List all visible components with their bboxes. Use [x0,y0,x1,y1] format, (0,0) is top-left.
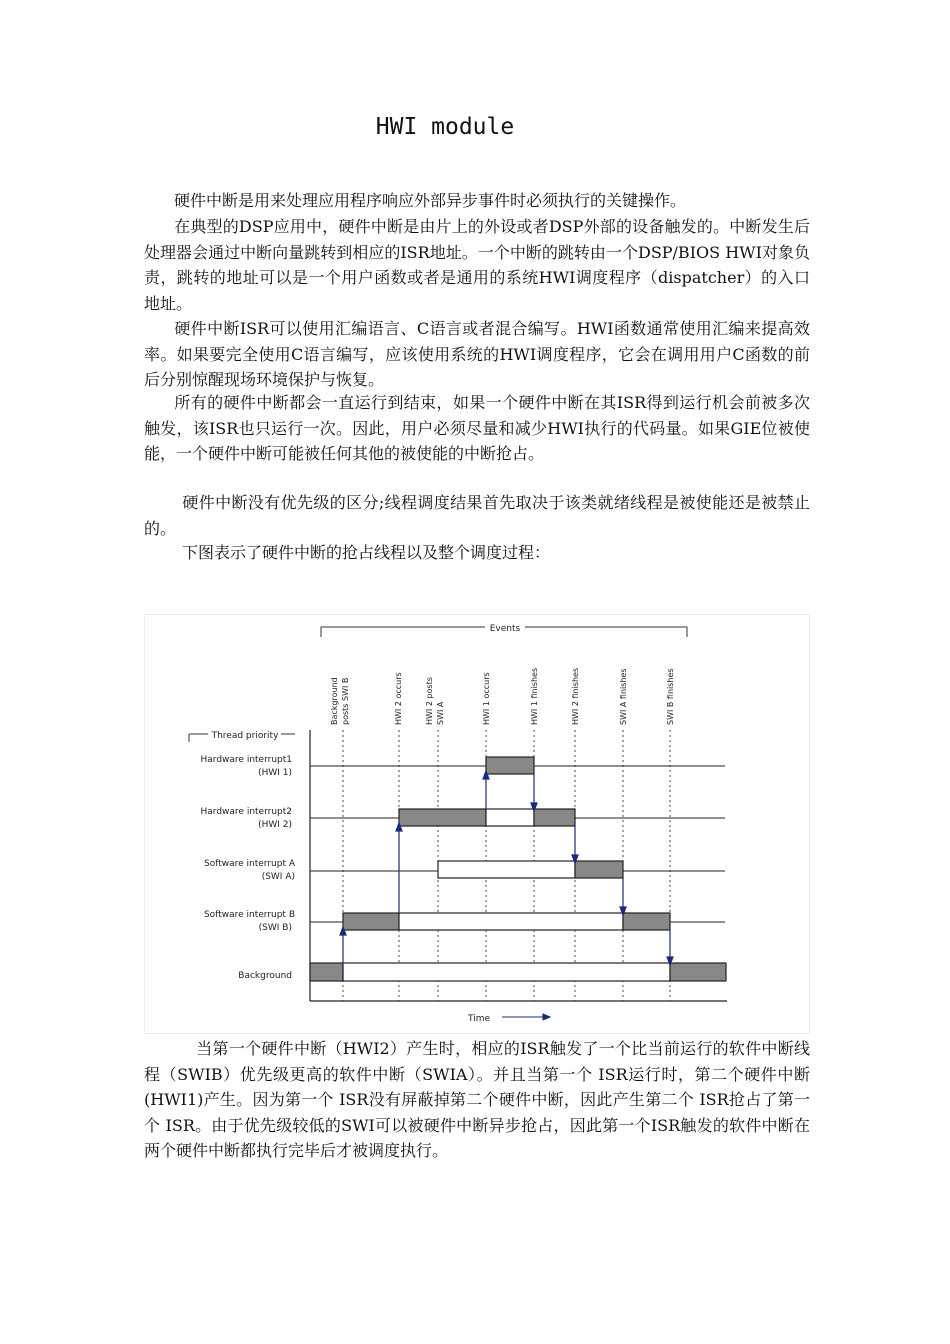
arrow-hwi2-to-swia [572,826,578,863]
arrow-hwi2-to-hwi1 [483,771,489,809]
paragraph-5: 硬件中断没有优先级的区分;线程调度结果首先取决于该类就绪线程是被使能还是被禁止的。 [144,493,810,538]
paragraph-1: 硬件中断是用来处理应用程序响应外部异步事件时必须执行的关键操作。 [174,191,687,210]
arrow-swia-to-swib [620,878,626,915]
paragraph-closing: 当第一个硬件中断（HWI2）产生时，相应的ISR触发了一个比当前运行的软件中断线程（SWIB）优先级更高的软件中断（SWIA）。并且当第一个 ISR运行时，第二个硬件中断(HWI1)产生。因为第一个 ISR没有屏蔽掉第二个硬件中断，因此产生第二个 ISR抢占了第一个 ISR。由于优先级较低的SWI可以被硬件中断异步抢占，因此第一个ISR触发的软件中断在两个硬件中断都执行完毕后才被调度执行。 [144,1039,810,1161]
event-label-hwi2-occurs: HWI 2 occurs [394,672,403,725]
swib-preempted-bar [399,913,623,930]
hwi2-running-bar-2 [534,809,575,826]
scheduling-timeline-figure [144,614,810,1034]
arrow-swib-to-hwi2 [396,823,402,913]
event-label-swib-finishes: SWI B finishes [666,668,675,725]
paragraph-4: 所有的硬件中断都会一直运行到结束，如果一个硬件中断在其ISR得到运行机会前被多次触发，该ISR也只运行一次。因此，用户必须尽量和减少HWI执行的代码量。如果GIE位被使能，一个硬件中断可能被任何其他的被使能的中断抢占。 [144,393,810,464]
thread-label-background: Background [238,971,292,981]
paragraph-2: 在典型的DSP应用中，硬件中断是由片上的外设或者DSP外部的设备触发的。中断发生后处理器会通过中断向量跳转到相应的ISR地址。一个中断的跳转由一个DSP/BIOS HWI对象负责，跳转的地址可以是一个用户函数或者是通用的系统HWI调度程序（dispatcher）的入口地址。 [144,217,810,313]
hwi2-running-bar-1 [399,809,486,826]
hwi1-running-bar [486,757,534,774]
swib-running-bar-2 [623,913,670,930]
event-label-hwi2-finishes: HWI 2 finishes [571,667,580,725]
swia-running-bar [575,861,623,878]
event-label-bg-posts-swib-1: Background [330,677,339,725]
thread-labels [201,755,296,981]
thread-label-hwi2-name: Hardware interrupt2 [200,807,292,817]
background-preempted-bar [343,963,670,981]
thread-label-hwi1-name: Hardware interrupt1 [200,755,292,765]
swia-ready-bar [438,861,575,878]
time-arrow-icon [502,1014,550,1020]
paragraph-6: 下图表示了硬件中断的抢占线程以及整个调度过程： [182,543,551,562]
event-label-hwi2-posts-swia-1: HWI 2 posts [425,677,434,725]
arrow-hwi1-to-hwi2 [531,774,537,811]
swib-running-bar [343,913,399,930]
background-running-bar-2 [670,963,726,981]
hwi2-preempted-bar [486,809,534,826]
thread-label-swib-name: Software interrupt B [203,910,295,920]
thread-label-hwi1-id: (HWI 1) [258,768,292,778]
thread-label-swia-name: Software interrupt A [203,859,295,869]
arrow-swib-to-bg [667,930,673,965]
time-label: Time [467,1014,491,1024]
priority-label: Thread priority [211,731,279,741]
thread-label-swia-id: (SWI A) [261,872,295,882]
event-label-hwi1-occurs: HWI 1 occurs [482,672,491,725]
thread-label-hwi2-id: (HWI 2) [258,820,292,830]
event-labels [330,668,675,725]
thread-baselines [310,766,725,922]
event-label-hwi2-posts-swia-2: SWI A [436,701,445,725]
event-label-swia-finishes: SWI A finishes [619,668,628,725]
event-label-hwi1-finishes: HWI 1 finishes [530,667,539,725]
paragraph-3: 硬件中断ISR可以使用汇编语言、C语言或者混合编写。HWI函数通常使用汇编来提高效率。如果要完全使用C语言编写，应该使用系统的HWI调度程序，它会在调用用户C函数的前后分别惊醒现场环境保护与恢复。 [144,319,810,390]
page-title: HWI module [375,114,515,140]
background-running-bar-1 [310,963,343,981]
events-label: Events [489,624,521,634]
thread-label-swib-id: (SWI B) [258,923,292,933]
event-label-bg-posts-swib-2: posts SWI B [341,677,350,725]
